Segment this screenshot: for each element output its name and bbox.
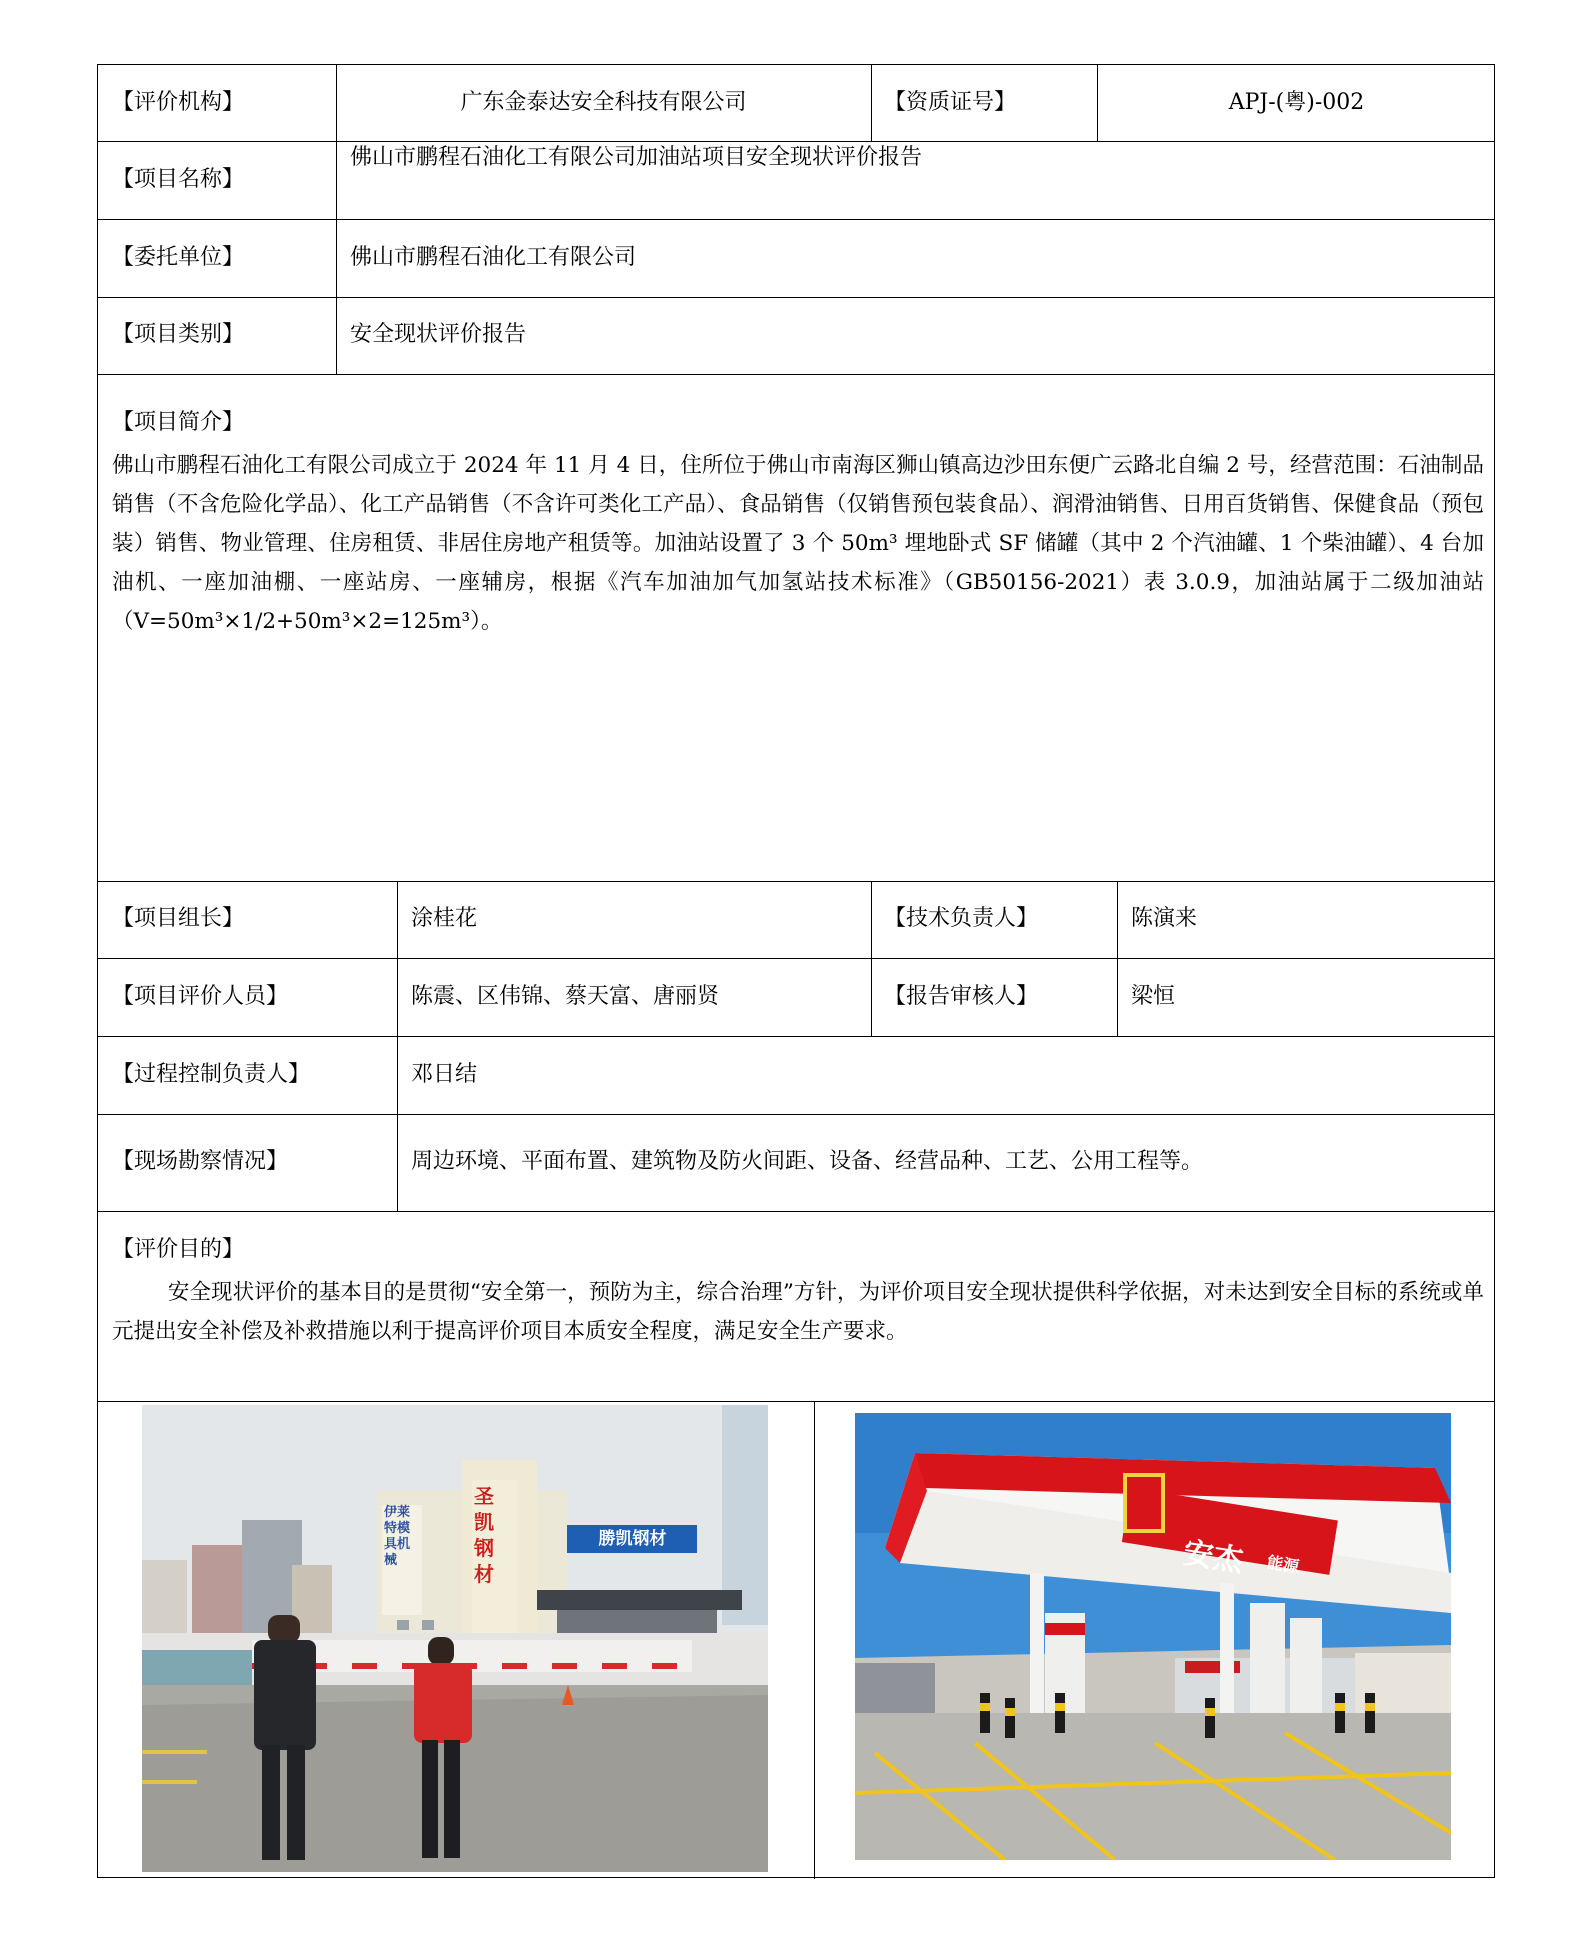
sign-anjie: 安杰 bbox=[1180, 1535, 1246, 1580]
sign-nengyuan: 能源 bbox=[1265, 1552, 1301, 1577]
client-label: 【委托单位】 bbox=[112, 244, 245, 270]
cert-value: APJ-(粤)-002 bbox=[1228, 89, 1365, 115]
category-label: 【项目类别】 bbox=[112, 322, 245, 348]
process-control-value: 邓日结 bbox=[411, 1061, 478, 1087]
survey-label: 【现场勘察情况】 bbox=[112, 1149, 289, 1175]
tech-lead-value: 陈演来 bbox=[1131, 906, 1198, 932]
evaluation-form-table bbox=[97, 64, 1495, 1878]
sign-shengkai: 圣凯钢材 bbox=[474, 1484, 494, 1586]
reviewer-value: 梁恒 bbox=[1131, 983, 1176, 1009]
intro-text: 佛山市鹏程石油化工有限公司成立于 2024 年 11 月 4 日，住所位于佛山市南海区狮山镇高边沙田东便广云路北自编 2 号，经营范围：石油制品销售（不含危险化学品）、化工产品销售（不含许可类化工产品）、食品销售（仅销售预包装食品）、润滑油销售、日用百货销售、保健食品（预包装）销售、物业管理、住房租赁、非居住房地产租赁等。加油站设置了 3 个 50m³ 埋地卧式 SF 储罐（其中 2 个汽油罐、1 个柴油罐）、4 台加油机、一座加油棚、一座站房、一座辅房，根据《汽车加油加气加氢站技术标准》（GB50156-2021）表 3.0.9，加油站属于二级加油站（V=50m³×1/2+50m³×2=125m³）。 bbox=[112, 453, 1484, 634]
members-label: 【项目评价人员】 bbox=[112, 983, 289, 1009]
org-value: 广东金泰达安全科技有限公司 bbox=[460, 89, 747, 115]
site-survey-photo bbox=[142, 1405, 768, 1872]
process-control-label: 【过程控制负责人】 bbox=[112, 1061, 311, 1087]
intro-label: 【项目简介】 bbox=[112, 409, 245, 435]
category-value: 安全现状评价报告 bbox=[350, 322, 527, 348]
project-name-value: 佛山市鹏程石油化工有限公司加油站项目安全现状评价报告 bbox=[350, 145, 923, 170]
purpose-label: 【评价目的】 bbox=[112, 1236, 245, 1262]
sign-tengkai: 勝凯钢材 bbox=[598, 1529, 667, 1549]
members-value: 陈震、区伟锦、蔡天富、唐丽贤 bbox=[411, 983, 720, 1009]
reviewer-label: 【报告审核人】 bbox=[884, 983, 1039, 1009]
survey-value: 周边环境、平面布置、建筑物及防火间距、设备、经营品种、工艺、公用工程等。 bbox=[411, 1149, 1204, 1175]
gas-station-photo bbox=[855, 1413, 1451, 1860]
cert-label: 【资质证号】 bbox=[884, 89, 1017, 115]
org-label: 【评价机构】 bbox=[112, 89, 245, 115]
leader-label: 【项目组长】 bbox=[112, 906, 245, 932]
sign-yilaite: 伊莱特模具机械 bbox=[384, 1505, 411, 1568]
purpose-text: 安全现状评价的基本目的是贯彻“安全第一，预防为主，综合治理”方针，为评价项目安全现状提供科学依据，对未达到安全目标的系统或单元提出安全补偿及补救措施以利于提高评价项目本质安全程度，满足安全生产要求。 bbox=[112, 1280, 1484, 1344]
client-value: 佛山市鹏程石油化工有限公司 bbox=[350, 244, 637, 270]
project-name-label: 【项目名称】 bbox=[112, 166, 245, 192]
tech-lead-label: 【技术负责人】 bbox=[884, 906, 1039, 932]
leader-value: 涂桂花 bbox=[411, 906, 478, 932]
